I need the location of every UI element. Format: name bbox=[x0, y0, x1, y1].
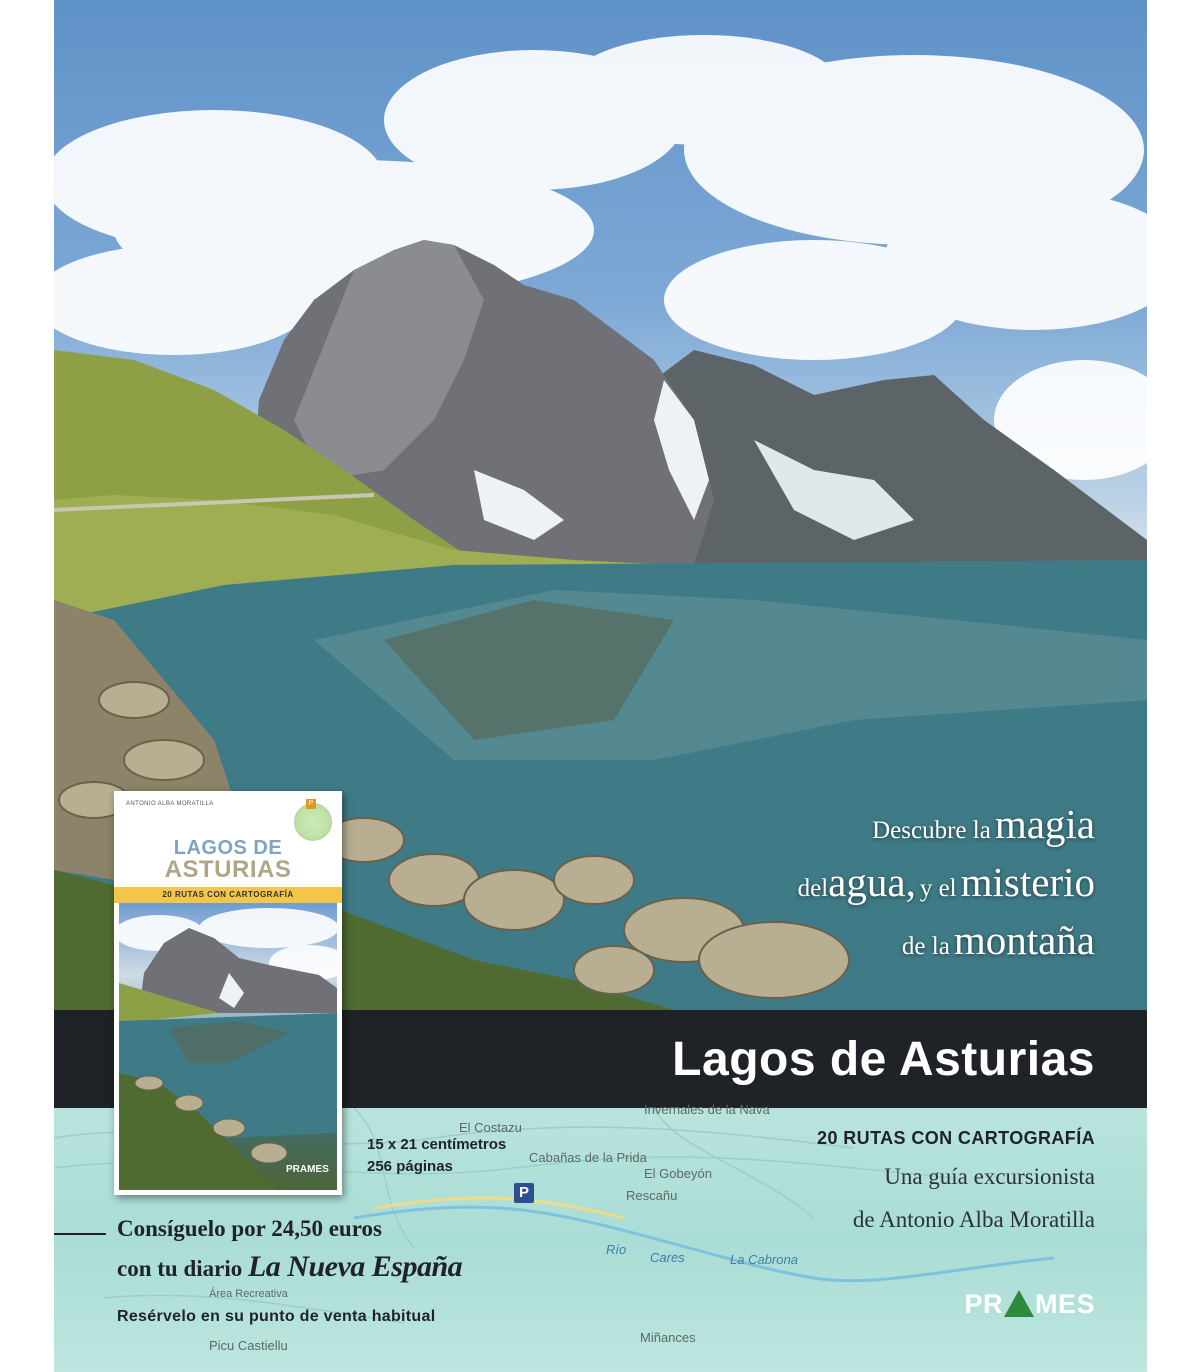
tagline-word: magia bbox=[994, 801, 1095, 847]
reserve-text: Resérvelo en su punto de venta habitual bbox=[117, 1308, 436, 1325]
tagline-word: del bbox=[797, 875, 829, 902]
map-label: El Costazu bbox=[459, 1120, 522, 1135]
book-pages: 256 páginas bbox=[367, 1158, 453, 1175]
price-text: Consíguelo por 24,50 euros bbox=[117, 1216, 382, 1241]
tagline-word: agua, bbox=[828, 859, 916, 905]
divider bbox=[54, 1233, 106, 1235]
parking-icon: P bbox=[514, 1183, 534, 1203]
map-label: Área Recreativa bbox=[209, 1288, 288, 1300]
map-label: Río bbox=[606, 1242, 627, 1257]
logo-text: MES bbox=[1034, 1289, 1095, 1319]
book-publisher: PRAMES bbox=[286, 1164, 329, 1175]
tagline bbox=[635, 800, 1095, 974]
prames-logo bbox=[964, 1284, 1095, 1320]
map-label: Invernales de la Nava bbox=[644, 1102, 770, 1117]
tagline-word: Descubre la bbox=[872, 817, 991, 844]
book-dimensions: 15 x 21 centímetros bbox=[367, 1136, 507, 1153]
book-map-badge: P bbox=[306, 799, 316, 809]
tagline-word: montaña bbox=[953, 917, 1095, 963]
book-cover-photo bbox=[119, 903, 337, 1190]
map-label: Rescañu bbox=[626, 1188, 678, 1203]
book-specs bbox=[367, 1134, 506, 1178]
book-cover bbox=[114, 791, 342, 1195]
book-author: ANTONIO ALBA MORATILLA bbox=[126, 801, 214, 807]
guide-line: de Antonio Alba Moratilla bbox=[852, 1207, 1095, 1232]
guide-info bbox=[817, 1128, 1095, 1241]
map-label: El Gobeyón bbox=[644, 1166, 712, 1181]
map-label: Picu Castiellu bbox=[209, 1338, 288, 1353]
book-title-line: ASTURIAS bbox=[164, 856, 292, 883]
newspaper-line bbox=[117, 1250, 462, 1284]
newspaper-name: La Nueva España bbox=[247, 1250, 463, 1283]
triangle-icon bbox=[1004, 1290, 1034, 1317]
subtitle: 20 RUTAS CON CARTOGRAFÍA bbox=[817, 1128, 1095, 1148]
book-title-line: LAGOS DE bbox=[173, 837, 283, 859]
tagline-word: y el bbox=[919, 875, 957, 902]
newspaper-prefix: con tu diario bbox=[117, 1256, 243, 1281]
book-subtitle-band: 20 RUTAS CON CARTOGRAFÍA bbox=[114, 887, 342, 903]
map-label: La Cabrona bbox=[730, 1252, 798, 1267]
tagline-word: misterio bbox=[960, 859, 1095, 905]
book-title bbox=[114, 837, 342, 881]
page-title: Lagos de Asturias bbox=[672, 1033, 1095, 1086]
logo-text: PR bbox=[964, 1289, 1003, 1319]
guide-description bbox=[817, 1155, 1095, 1241]
advertisement bbox=[54, 0, 1147, 1372]
guide-line: Una guía excursionista bbox=[884, 1164, 1095, 1189]
book-landscape bbox=[119, 903, 337, 1190]
tagline-word: de la bbox=[901, 933, 950, 960]
map-label: Cares bbox=[650, 1250, 685, 1265]
map-label: Cabañas de la Prida bbox=[529, 1150, 647, 1165]
map-label: Miñances bbox=[640, 1330, 696, 1345]
